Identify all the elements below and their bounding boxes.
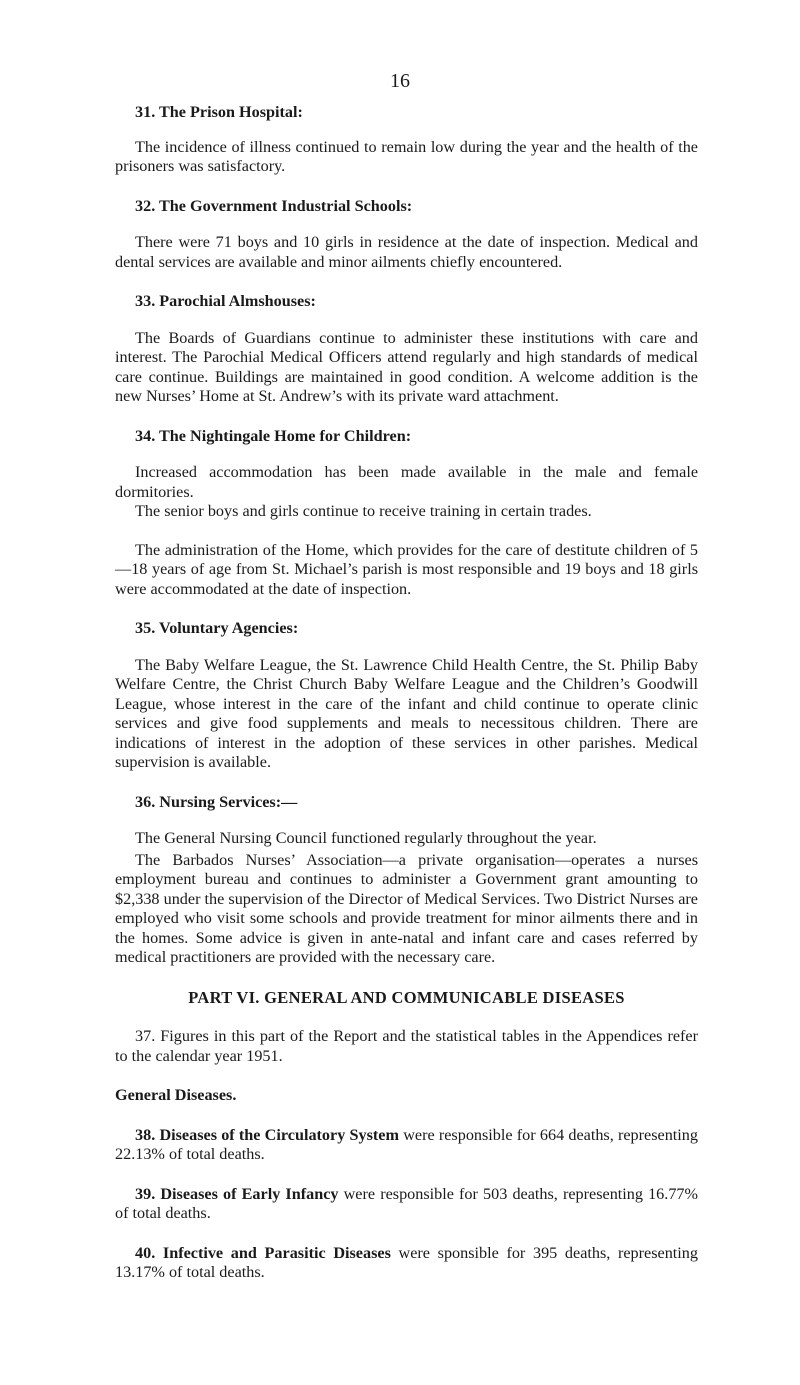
section-40-text: were sponsible for 395 deaths, representing 13.17% of total deaths. [115,1243,698,1281]
section-40-lead: 40. Infective and Parasitic Diseases [135,1243,391,1262]
general-diseases-heading: General Diseases. [115,1086,237,1104]
section-35-heading: 35. Voluntary Agencies: [135,619,299,637]
section-34-paragraph-2: The senior boys and girls continue to receive training in certain trades. [135,502,592,520]
section-38-paragraph [115,1126,698,1165]
section-36-paragraph-1: The General Nursing Council functioned regularly throughout the year. [135,829,597,847]
section-39-paragraph [115,1185,698,1224]
section-36-heading: 36. Nursing Services:— [135,792,298,811]
section-33-heading: 33. Parochial Almshouses: [135,292,316,310]
section-36-paragraph-2: The Barbados Nurses’ Association—a private organisation—operates a nurses employment bureau and continues to administer a Government grant amounting to $2,338 under the supervision of the Director of Medical Services. Two District Nurses are employed who visit some schools and provide treatment for minor ailments there and in the homes. Some advice is given in ante-natal and infant care and cases referred by medical practitioners are provided with the necessary care. [115,850,698,966]
document-body [115,103,698,1283]
section-34-paragraph-1: Increased accommodation has been made available in the male and female dormitories. [115,463,698,501]
section-39-lead: 39. Diseases of Early Infancy [135,1184,339,1203]
section-39-text: were responsible for 503 deaths, representing 16.77% of total deaths. [115,1184,698,1222]
section-31-heading: 31. The Prison Hospital: [135,103,303,121]
section-34-heading: 34. The Nightingale Home for Children: [135,426,412,445]
section-38-text: were responsible for 664 deaths, representing 22.13% of total deaths. [115,1125,698,1163]
section-38-lead: 38. Diseases of the Circulatory System [135,1125,399,1144]
section-40-paragraph [115,1244,698,1283]
section-37-paragraph: 37. Figures in this part of the Report and the statistical tables in the Appendices refer to the calendar year 1951. [115,1027,698,1065]
section-32-heading: 32. The Government Industrial Schools: [135,196,413,215]
page-number: 16 [390,70,410,92]
section-33-paragraph: The Boards of Guardians continue to administer these institutions with care and interest. The Parochial Medical Officers attend regularly and high standards of medical care continue. Buildings are maintained in good condition. A welcome addition is the new Nurses’ Home at St. Andrew’s with its private ward attachment. [115,328,698,405]
section-31-paragraph: The incidence of illness continued to remain low during the year and the health of the prisoners was satisfactory. [115,137,698,175]
part-vi-heading: PART VI. GENERAL AND COMMUNICABLE DISEASES [188,987,625,1007]
section-32-paragraph: There were 71 boys and 10 girls in residence at the date of inspection. Medical and dental services are available and minor ailments chiefly encountered. [115,233,698,271]
section-34-paragraph-3: The administration of the Home, which provides for the care of destitute children of 5—18 years of age from St. Michael’s parish is most responsible and 19 boys and 18 girls were accommodated at the date of inspection. [115,540,698,598]
section-35-paragraph: The Baby Welfare League, the St. Lawrence Child Health Centre, the St. Philip Baby Welfare Centre, the Christ Church Baby Welfare League and the Children’s Goodwill League, whose interest in the care of the infant and child continue to operate clinic services and give food supplements and meals to necessitous children. There are indications of interest in the adoption of these services in other parishes. Medical supervision is available. [115,655,698,771]
